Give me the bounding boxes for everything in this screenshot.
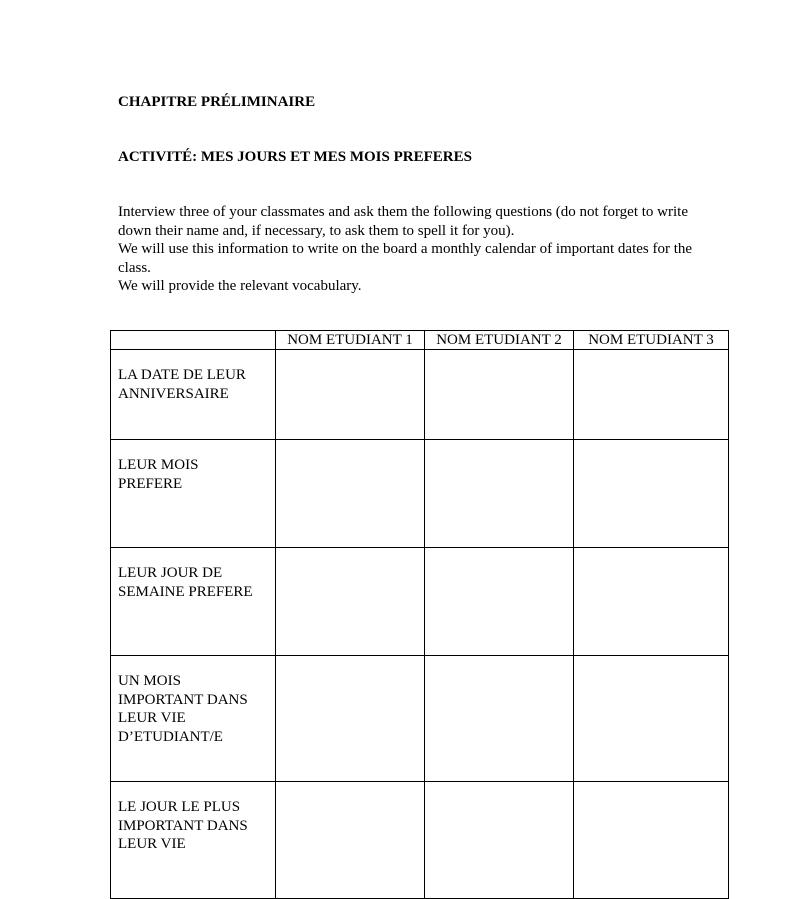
row-label-line: LA DATE DE LEUR [118, 367, 246, 383]
instruction-paragraph-3: We will provide the relevant vocabulary. [118, 278, 362, 294]
row-label-important-day [111, 782, 276, 899]
row-label-line: ANNIVERSAIRE [118, 385, 229, 402]
row-label-line: IMPORTANT DANS [118, 817, 248, 834]
row-label-important-month [111, 656, 276, 782]
answer-cell[interactable] [276, 548, 425, 656]
header-student-2: NOM ETUDIANT 2 [425, 331, 574, 350]
answer-cell[interactable] [425, 350, 574, 440]
header-student-3: NOM ETUDIANT 3 [574, 331, 729, 350]
row-label-line: PREFERE [118, 475, 183, 492]
instructions [118, 203, 708, 296]
header-corner-cell [111, 331, 276, 350]
row-label-line: D’ETUDIANT/E [118, 728, 223, 745]
row-label-line: SEMAINE PREFERE [118, 583, 253, 600]
table-row [111, 782, 729, 899]
answer-cell[interactable] [276, 656, 425, 782]
answer-cell[interactable] [276, 350, 425, 440]
answer-cell[interactable] [425, 656, 574, 782]
answer-cell[interactable] [276, 440, 425, 548]
answer-cell[interactable] [425, 440, 574, 548]
answer-cell[interactable] [425, 548, 574, 656]
answer-cell[interactable] [574, 782, 729, 899]
row-label-line: UN MOIS [118, 673, 181, 689]
answer-cell[interactable] [425, 782, 574, 899]
row-label-line: LEUR VIE [118, 710, 186, 726]
row-label-favorite-weekday [111, 548, 276, 656]
row-label-birthday [111, 350, 276, 440]
header-student-1: NOM ETUDIANT 1 [276, 331, 425, 350]
activity-title: ACTIVITÉ: MES JOURS ET MES MOIS PREFERES [118, 149, 472, 165]
answer-cell[interactable] [574, 548, 729, 656]
survey-table [110, 330, 729, 899]
row-label-favorite-month [111, 440, 276, 548]
row-label-line: IMPORTANT DANS [118, 691, 248, 708]
instruction-paragraph-2: We will use this information to write on the board a monthly calendar of important dates for the class. [118, 241, 693, 276]
answer-cell[interactable] [276, 782, 425, 899]
row-label-line: LEUR VIE [118, 836, 186, 852]
instruction-paragraph-1: Interview three of your classmates and ask them the following questions (do not forget to write down their name and, if necessary, to ask them to spell it for you). [118, 204, 688, 239]
chapter-title: CHAPITRE PRÉLIMINAIRE [118, 94, 316, 110]
answer-cell[interactable] [574, 440, 729, 548]
answer-cell[interactable] [574, 656, 729, 782]
table-row [111, 440, 729, 548]
answer-cell[interactable] [574, 350, 729, 440]
table-row [111, 350, 729, 440]
row-label-line: LEUR MOIS [118, 457, 199, 473]
table-header-row [111, 331, 729, 350]
row-label-line: LE JOUR LE PLUS [118, 799, 241, 815]
table-row [111, 656, 729, 782]
row-label-line: LEUR JOUR DE [118, 565, 223, 581]
table-row [111, 548, 729, 656]
